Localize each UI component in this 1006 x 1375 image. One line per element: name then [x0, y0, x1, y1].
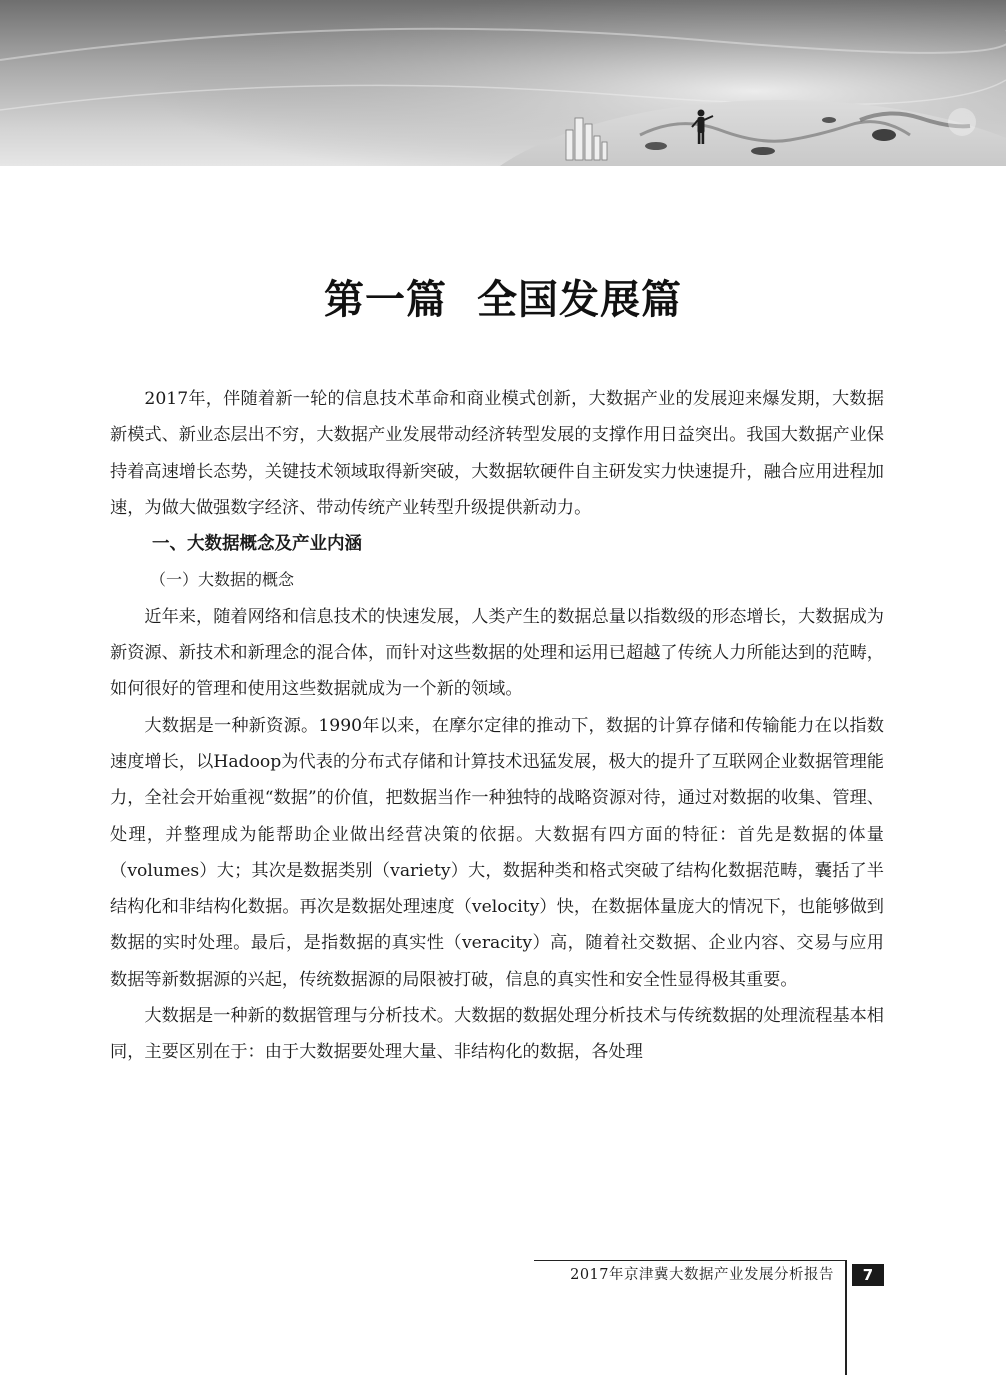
footer-vertical-rule	[845, 1260, 847, 1375]
footer-divider	[534, 1260, 846, 1261]
body-paragraph: 大数据是一种新的数据管理与分析技术。大数据的数据处理分析技术与传统数据的处理流程基本相同，主要区别在于：由于大数据要处理大量、非结构化的数据，各处理	[110, 1006, 884, 1063]
footer-report-title: 2017年京津冀大数据产业发展分析报告	[570, 1267, 834, 1283]
chapter-name: 全国发展篇	[477, 276, 682, 323]
article-body	[110, 381, 884, 1071]
chapter-part-label: 第一篇	[324, 276, 447, 323]
header-banner	[0, 0, 1006, 166]
page-number: 7	[852, 1264, 884, 1286]
section-heading: 一、大数据概念及产业内涵	[152, 534, 362, 555]
chapter-title	[0, 268, 1006, 325]
body-paragraph: 近年来，随着网络和信息技术的快速发展，人类产生的数据总量以指数级的形态增长，大数据成为新资源、新技术和新理念的混合体，而针对这些数据的处理和运用已超越了传统人力所能达到的范畴，如何很好的管理和使用这些数据就成为一个新的领域。	[110, 606, 884, 700]
banner-artwork	[0, 0, 1006, 166]
body-paragraph: 大数据是一种新资源。1990年以来，在摩尔定律的推动下，数据的计算存储和传输能力在以指数速度增长，以Hadoop为代表的分布式存储和计算技术迅猛发展，极大的提升了互联网企业数据管理能力，全社会开始重视“数据”的价值，把数据当作一种独特的战略资源对待，通过对数据的收集、管理、处理，并整理成为能帮助企业做出经营决策的依据。大数据有四方面的特征：首先是数据的体量（volumes）大；其次是数据类别（variety）大，数据种类和格式突破了结构化数据范畴，囊括了半结构化和非结构化数据。再次是数据处理速度（velocity）快，在数据体量庞大的情况下，也能够做到数据的实时处理。最后，是指数据的真实性（veracity）高，随着社交数据、企业内容、交易与应用数据等新数据源的兴起，传统数据源的局限被打破，信息的真实性和安全性显得极其重要。	[110, 715, 884, 990]
subsection-heading: （一）大数据的概念	[150, 570, 295, 590]
intro-paragraph: 2017年，伴随着新一轮的信息技术革命和商业模式创新，大数据产业的发展迎来爆发期，大数据新模式、新业态层出不穷，大数据产业发展带动经济转型发展的支撑作用日益突出。我国大数据产业保持着高速增长态势，关键技术领域取得新突破，大数据软硬件自主研发实力快速提升，融合应用进程加速，为做大做强数字经济、带动传统产业转型升级提供新动力。	[110, 389, 884, 518]
